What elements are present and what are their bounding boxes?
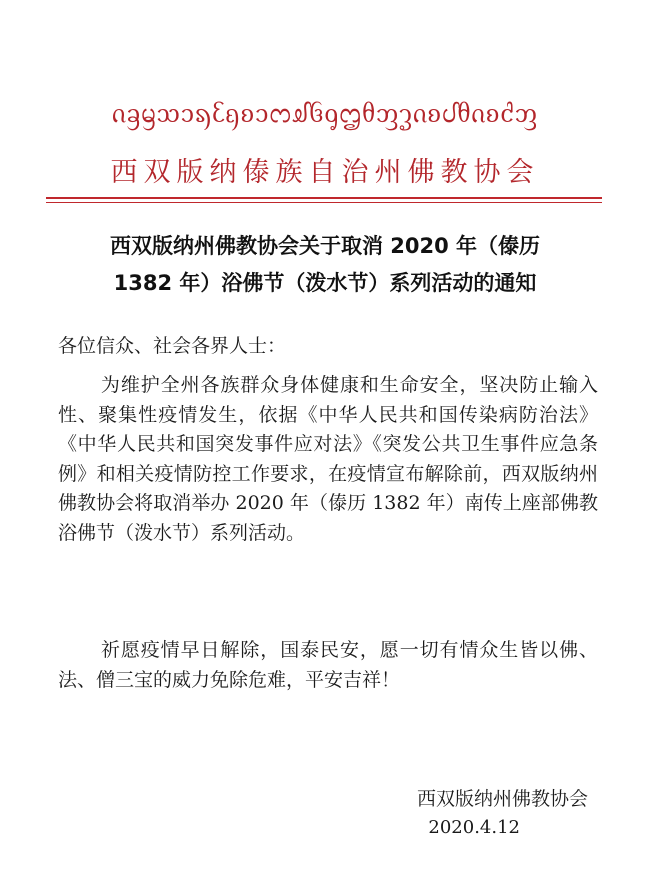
body-paragraph-1-text: 为维护全州各族群众身体健康和生命安全，坚决防止输入性、聚集性疫情发生，依据《中华人民共和国传染病防治法》《中华人民共和国突发事件应对法》《突发公共卫生事件应急条例》和相关疫情防控工作要求，在疫情宣布解除前，西双版纳州佛教协会将取消举办 2020 年（傣历 1382 年）南传上座部佛教浴佛节（泼水节）系列活动。 xyxy=(58,374,598,544)
body-paragraph-2 xyxy=(58,636,598,695)
date: 2020.4.12 xyxy=(428,817,520,838)
letterhead-tai-script: ᦵᦃᦙᦉᦱᦣᦷᦏᦈᦱᦂᦾᦑᧁᦗᦲᦀᧆᦵᦈᦔᦲᦵᦈᦺᦀ xyxy=(111,96,539,129)
notice-title-line-2: 1382 年）浴佛节（泼水节）系列活动的通知 xyxy=(113,271,537,295)
notice-title xyxy=(40,228,610,302)
signature: 西双版纳州佛教协会 xyxy=(416,788,588,810)
letterhead xyxy=(0,0,650,200)
letterhead-divider-thin xyxy=(46,202,602,203)
body-paragraph-2-text: 祈愿疫情早日解除，国泰民安，愿一切有情众生皆以佛、法、僧三宝的威力免除危难，平安吉祥！ xyxy=(58,639,598,691)
letterhead-org-name: 西双版纳傣族自治州佛教协会 xyxy=(110,157,540,188)
body-paragraph-1 xyxy=(58,371,598,549)
salutation: 各位信众、社会各界人士： xyxy=(58,335,287,357)
letterhead-divider xyxy=(46,197,602,199)
notice-title-line-1: 西双版纳州佛教协会关于取消 2020 年（傣历 xyxy=(109,234,541,258)
